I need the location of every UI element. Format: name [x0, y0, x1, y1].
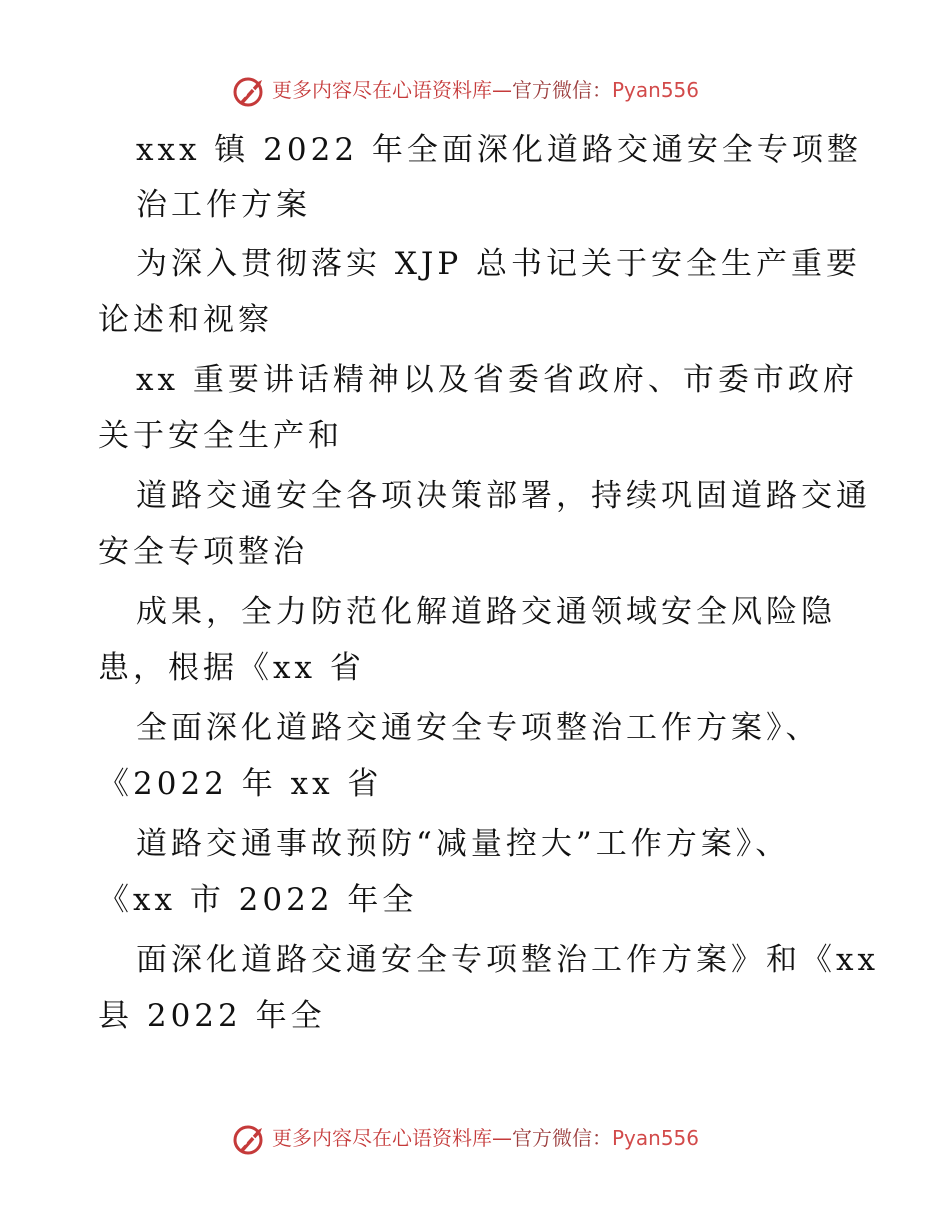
quill-pen-logo-icon	[232, 1122, 268, 1156]
doc-line-title-1: xxx 镇 2022 年全面深化道路交通安全专项整	[136, 132, 862, 168]
doc-line: 成果，全力防范化解道路交通领域安全风险隐	[136, 594, 836, 630]
header-banner	[0, 72, 950, 112]
doc-line: 为深入贯彻落实 XJP 总书记关于安全生产重要	[136, 246, 862, 282]
doc-line: 道路交通安全各项决策部署，持续巩固道路交通	[136, 478, 871, 514]
doc-line-title-2: 治工作方案	[136, 187, 311, 223]
doc-line: 论述和视察	[98, 302, 273, 338]
doc-line: 患，根据《xx 省	[98, 650, 365, 686]
banner-main-text: 更多内容尽在心语资料库	[272, 1126, 492, 1150]
banner-wechat-id: Pyan556	[612, 78, 700, 102]
quill-pen-logo-icon	[232, 74, 268, 108]
doc-line: 全面深化道路交通安全专项整治工作方案》、	[136, 710, 821, 746]
banner-separator: —	[492, 1126, 512, 1150]
doc-line: xx 重要讲话精神以及省委省政府、市委市政府	[136, 362, 858, 398]
doc-line: 关于安全生产和	[98, 418, 343, 454]
doc-line: 《xx 市 2022 年全	[98, 882, 418, 918]
doc-line: 县 2022 年全	[98, 998, 326, 1034]
banner-wechat-id: Pyan556	[612, 1126, 700, 1150]
doc-line: 面深化道路交通安全专项整治工作方案》和《xx	[136, 942, 879, 978]
banner-main-text: 更多内容尽在心语资料库	[272, 78, 492, 102]
banner-text	[272, 78, 699, 102]
banner-text	[272, 1126, 699, 1150]
banner-separator: —	[492, 78, 512, 102]
banner-wechat-label: 官方微信：	[512, 1126, 612, 1150]
banner-wechat-label: 官方微信：	[512, 78, 612, 102]
doc-line: 安全专项整治	[98, 534, 308, 570]
footer-banner	[0, 1120, 950, 1160]
doc-line: 《2022 年 xx 省	[98, 766, 383, 802]
doc-line: 道路交通事故预防“减量控大”工作方案》、	[136, 826, 791, 862]
